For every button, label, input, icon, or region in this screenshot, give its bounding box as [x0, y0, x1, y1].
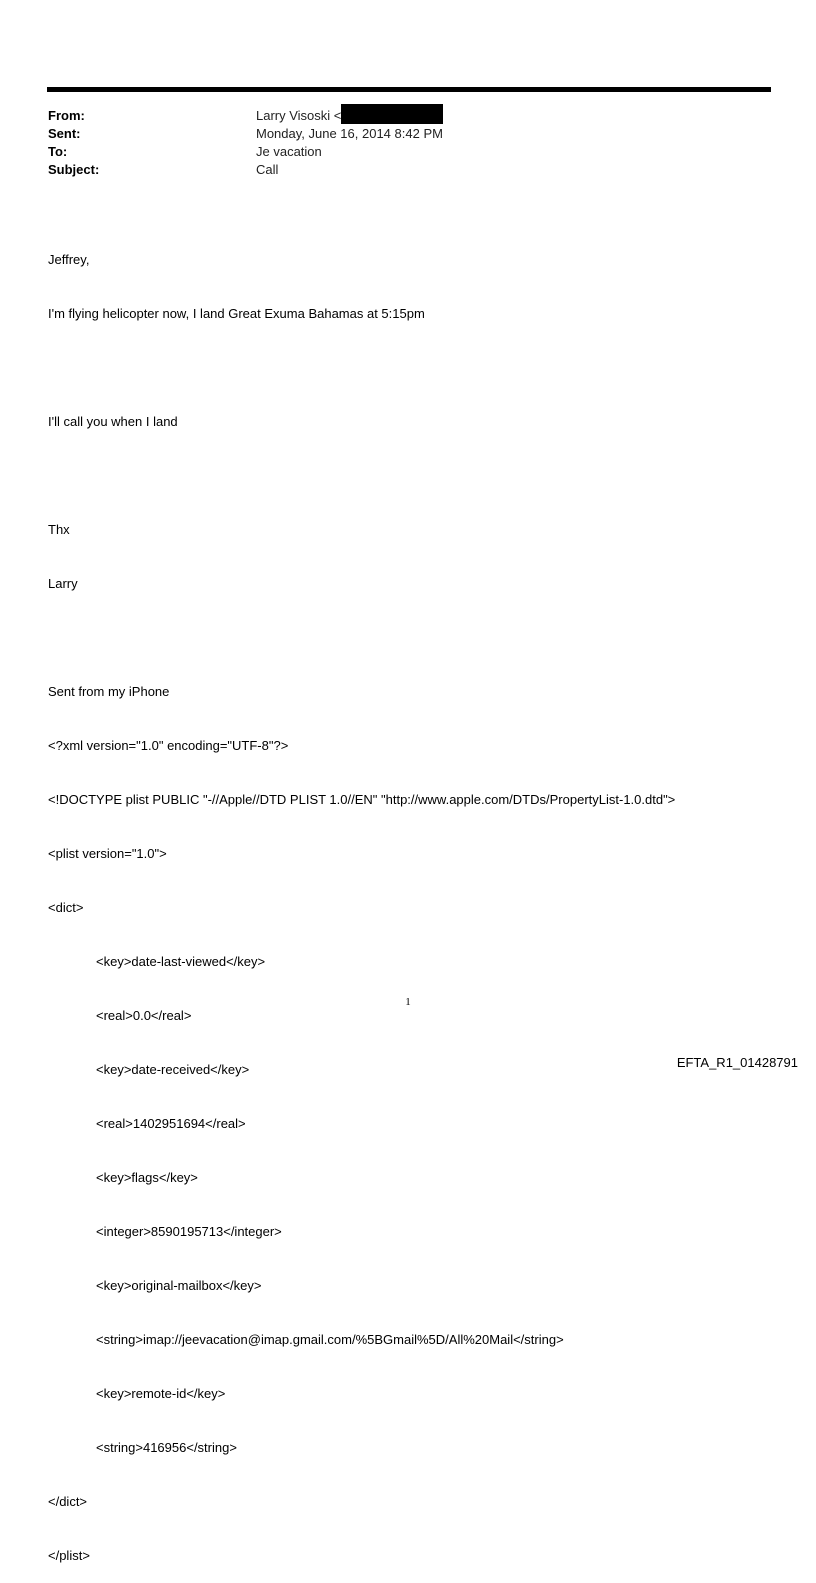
greeting: Jeffrey, — [48, 252, 90, 267]
plist-line: </plist> — [48, 1548, 90, 1563]
sender-signature: Larry — [48, 576, 78, 591]
plist-line: <!DOCTYPE plist PUBLIC "-//Apple//DTD PLIST 1.0//EN" "http://www.apple.com/DTDs/PropertyList-1.0.dtd"> — [48, 792, 676, 807]
subject-value: Call — [256, 162, 279, 177]
from-row — [48, 107, 748, 125]
from-label: From: — [48, 108, 85, 123]
sent-label: Sent: — [48, 126, 81, 141]
plist-entry: <key>flags</key> — [96, 1170, 198, 1185]
document-id: EFTA_R1_01428791 — [676, 1055, 798, 1070]
plist-entry: <key>date-received</key> — [96, 1062, 250, 1077]
subject-row — [48, 161, 748, 179]
plist-entry: <real>1402951694</real> — [96, 1116, 246, 1131]
message-line: I'll call you when I land — [48, 414, 178, 429]
redaction-box — [341, 104, 443, 124]
signoff: Thx — [48, 522, 70, 537]
plist-line: </dict> — [48, 1494, 88, 1509]
to-row — [48, 143, 748, 161]
plist-entry: <string>416956</string> — [96, 1440, 237, 1455]
plist-entry: <key>remote-id</key> — [96, 1386, 226, 1401]
plist-entry: <integer>8590195713</integer> — [96, 1224, 282, 1239]
plist-entry: <string>imap://jeevacation@imap.gmail.com/%5BGmail%5D/All%20Mail</string> — [96, 1332, 564, 1347]
plist-entry: <key>original-mailbox</key> — [96, 1278, 262, 1293]
sent-row — [48, 125, 748, 143]
plist-line: <dict> — [48, 900, 84, 915]
plist-line: <?xml version="1.0" encoding="UTF-8"?> — [48, 738, 289, 753]
plist-entry: <key>date-last-viewed</key> — [96, 954, 266, 969]
to-label: To: — [48, 144, 68, 159]
message-line: I'm flying helicopter now, I land Great Exuma Bahamas at 5:15pm — [48, 306, 425, 321]
plist-entry: <real>0.0</real> — [96, 1008, 192, 1023]
from-value — [256, 107, 443, 125]
device-signature: Sent from my iPhone — [48, 684, 170, 699]
top-divider — [47, 87, 771, 92]
sent-value: Monday, June 16, 2014 8:42 PM — [256, 126, 443, 141]
email-body — [48, 215, 768, 1583]
plist-line: <plist version="1.0"> — [48, 846, 167, 861]
to-value: Je vacation — [256, 144, 322, 159]
page-number: 1 — [405, 996, 411, 1008]
email-header — [48, 107, 748, 179]
subject-label: Subject: — [48, 162, 100, 177]
sender-name: Larry Visoski < — [256, 108, 342, 123]
